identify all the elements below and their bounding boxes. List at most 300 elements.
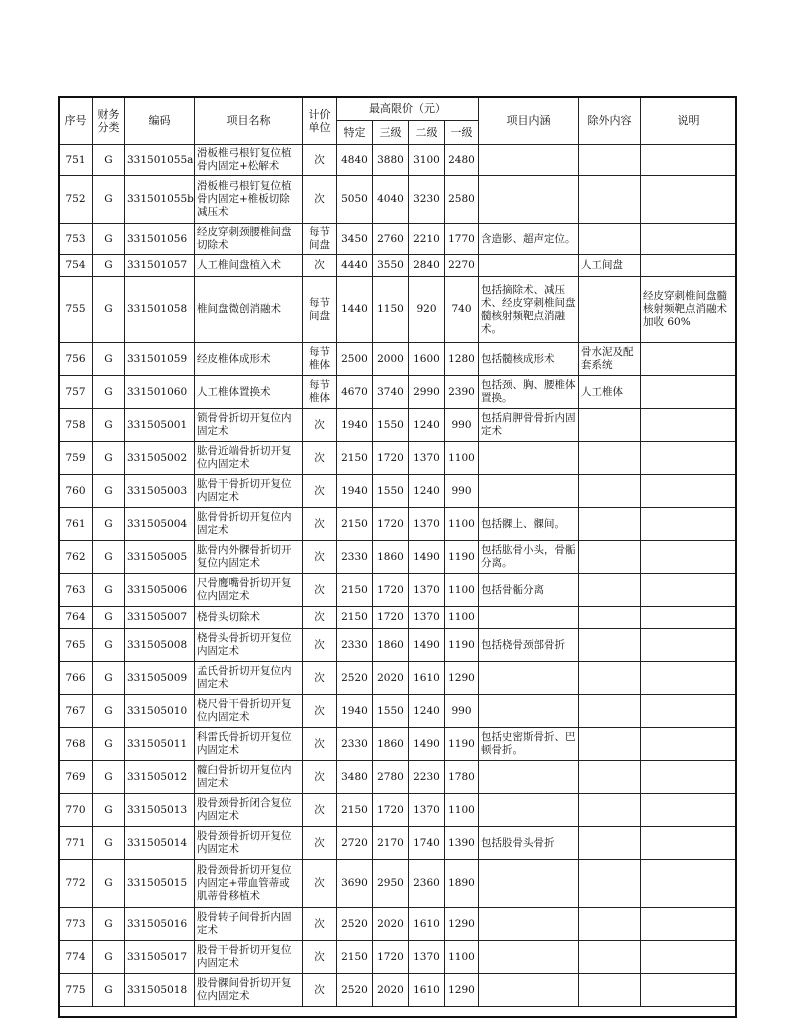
excluded-cell — [579, 607, 641, 629]
category-cell: G — [93, 695, 125, 728]
code-cell: 331505011 — [125, 728, 195, 761]
price-level2-cell: 1600 — [409, 343, 445, 376]
excluded-cell — [579, 475, 641, 508]
price-level1-cell: 1890 — [445, 860, 479, 908]
category-cell: G — [93, 974, 125, 1007]
content-cell — [479, 941, 579, 974]
price-special-cell: 2520 — [337, 662, 373, 695]
header-fin-category: 财务分类 — [93, 97, 125, 145]
unit-cell: 次 — [303, 255, 337, 277]
price-level3-cell: 1720 — [373, 508, 409, 541]
table-border-bottom — [58, 1016, 737, 1018]
price-level2-cell: 3230 — [409, 176, 445, 224]
price-special-cell: 2330 — [337, 541, 373, 574]
item-name-cell: 孟氏骨折切开复位内固定术 — [195, 662, 303, 695]
code-cell: 331505004 — [125, 508, 195, 541]
note-cell — [641, 574, 737, 607]
price-level3-cell: 2000 — [373, 343, 409, 376]
item-name-cell: 股骨转子间骨折内固定术 — [195, 908, 303, 941]
unit-cell: 每节间盘 — [303, 224, 337, 255]
seq-cell: 774 — [59, 941, 93, 974]
content-cell: 包括肱骨小头，骨骺分离。 — [479, 541, 579, 574]
header-special: 特定 — [337, 121, 373, 145]
price-special-cell: 2520 — [337, 974, 373, 1007]
category-cell: G — [93, 442, 125, 475]
category-cell: G — [93, 475, 125, 508]
price-level1-cell: 1770 — [445, 224, 479, 255]
content-cell: 包括骨骺分离 — [479, 574, 579, 607]
code-cell: 331501060 — [125, 376, 195, 409]
table-row — [59, 941, 737, 974]
price-level2-cell: 1240 — [409, 409, 445, 442]
item-name-cell: 桡尺骨干骨折切开复位内固定术 — [195, 695, 303, 728]
content-cell — [479, 974, 579, 1007]
price-level2-cell: 1370 — [409, 941, 445, 974]
content-cell: 包括肩胛骨骨折内固定术 — [479, 409, 579, 442]
price-level1-cell: 2390 — [445, 376, 479, 409]
price-special-cell: 2150 — [337, 574, 373, 607]
item-name-cell: 股骨颈骨折切开复位内固定术 — [195, 827, 303, 860]
code-cell: 331505013 — [125, 794, 195, 827]
category-cell: G — [93, 508, 125, 541]
table-row — [59, 409, 737, 442]
table-row — [59, 376, 737, 409]
header-note: 说明 — [641, 97, 737, 145]
note-cell — [641, 827, 737, 860]
price-special-cell: 4440 — [337, 255, 373, 277]
price-level1-cell: 1290 — [445, 908, 479, 941]
table-row — [59, 508, 737, 541]
code-cell: 331505015 — [125, 860, 195, 908]
price-level2-cell: 3100 — [409, 145, 445, 176]
price-level2-cell: 1610 — [409, 974, 445, 1007]
table-row — [59, 974, 737, 1007]
seq-cell: 754 — [59, 255, 93, 277]
category-cell: G — [93, 224, 125, 255]
code-cell: 331501055a — [125, 145, 195, 176]
excluded-cell — [579, 277, 641, 343]
price-level3-cell: 1550 — [373, 475, 409, 508]
table-row — [59, 860, 737, 908]
category-cell: G — [93, 728, 125, 761]
code-cell: 331505006 — [125, 574, 195, 607]
price-level2-cell: 1370 — [409, 574, 445, 607]
unit-cell: 次 — [303, 176, 337, 224]
note-cell — [641, 176, 737, 224]
content-cell — [479, 860, 579, 908]
content-cell — [479, 794, 579, 827]
excluded-cell — [579, 574, 641, 607]
seq-cell: 773 — [59, 908, 93, 941]
note-cell — [641, 376, 737, 409]
seq-cell: 770 — [59, 794, 93, 827]
unit-cell: 次 — [303, 508, 337, 541]
content-cell — [479, 761, 579, 794]
code-cell: 331505002 — [125, 442, 195, 475]
table-border-right — [735, 96, 737, 1018]
seq-cell: 765 — [59, 629, 93, 662]
price-level2-cell: 1240 — [409, 475, 445, 508]
code-cell: 331505017 — [125, 941, 195, 974]
unit-cell: 次 — [303, 409, 337, 442]
note-cell — [641, 860, 737, 908]
excluded-cell — [579, 662, 641, 695]
price-special-cell: 2330 — [337, 728, 373, 761]
table-row — [59, 277, 737, 343]
note-cell — [641, 662, 737, 695]
note-cell — [641, 695, 737, 728]
price-level1-cell: 1280 — [445, 343, 479, 376]
code-cell: 331505001 — [125, 409, 195, 442]
category-cell: G — [93, 827, 125, 860]
price-level2-cell: 1370 — [409, 794, 445, 827]
price-level3-cell: 1720 — [373, 607, 409, 629]
category-cell: G — [93, 409, 125, 442]
seq-cell: 757 — [59, 376, 93, 409]
category-cell: G — [93, 629, 125, 662]
category-cell: G — [93, 908, 125, 941]
unit-cell: 次 — [303, 794, 337, 827]
price-level3-cell: 2020 — [373, 908, 409, 941]
unit-cell: 次 — [303, 629, 337, 662]
category-cell: G — [93, 941, 125, 974]
table-body — [59, 145, 737, 1007]
code-cell: 331505014 — [125, 827, 195, 860]
table-row — [59, 224, 737, 255]
content-cell: 包括桡骨颈部骨折 — [479, 629, 579, 662]
note-cell — [641, 607, 737, 629]
note-cell — [641, 224, 737, 255]
item-name-cell: 椎间盘微创消融术 — [195, 277, 303, 343]
code-cell: 331505012 — [125, 761, 195, 794]
price-special-cell: 4840 — [337, 145, 373, 176]
excluded-cell: 人工间盘 — [579, 255, 641, 277]
code-cell: 331505010 — [125, 695, 195, 728]
seq-cell: 767 — [59, 695, 93, 728]
price-special-cell: 2520 — [337, 908, 373, 941]
header-item-name: 项目名称 — [195, 97, 303, 145]
excluded-cell — [579, 941, 641, 974]
price-level1-cell: 1190 — [445, 541, 479, 574]
table-row — [59, 794, 737, 827]
item-name-cell: 滑板椎弓根钉复位植骨内固定+椎板切除减压术 — [195, 176, 303, 224]
seq-cell: 762 — [59, 541, 93, 574]
price-level2-cell: 1490 — [409, 728, 445, 761]
price-level3-cell: 4040 — [373, 176, 409, 224]
excluded-cell — [579, 974, 641, 1007]
item-name-cell: 肱骨骨折切开复位内固定术 — [195, 508, 303, 541]
table-border-top — [58, 96, 737, 98]
price-special-cell: 3690 — [337, 860, 373, 908]
unit-cell: 每节椎体 — [303, 343, 337, 376]
category-cell: G — [93, 343, 125, 376]
category-cell: G — [93, 574, 125, 607]
code-cell: 331505007 — [125, 607, 195, 629]
excluded-cell — [579, 728, 641, 761]
price-level3-cell: 1860 — [373, 629, 409, 662]
content-cell: 包括颈、胸、腰椎体置换。 — [479, 376, 579, 409]
content-cell: 包括髁上、髁间。 — [479, 508, 579, 541]
excluded-cell — [579, 442, 641, 475]
price-special-cell: 2150 — [337, 794, 373, 827]
note-cell: 经皮穿刺椎间盘髓核射频靶点消融术加收 60% — [641, 277, 737, 343]
unit-cell: 次 — [303, 695, 337, 728]
price-level3-cell: 1720 — [373, 442, 409, 475]
header-level1: 一级 — [445, 121, 479, 145]
unit-cell: 每节椎体 — [303, 376, 337, 409]
content-cell: 包括摘除术、减压术、经皮穿刺椎间盘髓核射频靶点消融术。 — [479, 277, 579, 343]
price-special-cell: 1940 — [337, 475, 373, 508]
price-level1-cell: 990 — [445, 409, 479, 442]
item-name-cell: 滑板椎弓根钉复位植骨内固定+松解术 — [195, 145, 303, 176]
seq-cell: 753 — [59, 224, 93, 255]
price-level2-cell: 1490 — [409, 541, 445, 574]
item-name-cell: 肱骨内外髁骨折切开复位内固定术 — [195, 541, 303, 574]
price-special-cell: 2150 — [337, 607, 373, 629]
category-cell: G — [93, 277, 125, 343]
code-cell: 331505008 — [125, 629, 195, 662]
price-level1-cell: 1100 — [445, 941, 479, 974]
price-level1-cell: 2480 — [445, 145, 479, 176]
price-level2-cell: 920 — [409, 277, 445, 343]
note-cell — [641, 629, 737, 662]
item-name-cell: 髋臼骨折切开复位内固定术 — [195, 761, 303, 794]
excluded-cell — [579, 629, 641, 662]
price-level2-cell: 1240 — [409, 695, 445, 728]
excluded-cell — [579, 695, 641, 728]
table-row — [59, 145, 737, 176]
content-cell — [479, 255, 579, 277]
table-row — [59, 541, 737, 574]
unit-cell: 次 — [303, 908, 337, 941]
note-cell — [641, 541, 737, 574]
table-row — [59, 475, 737, 508]
content-cell — [479, 145, 579, 176]
header-max-price: 最高限价（元） — [337, 97, 479, 121]
category-cell: G — [93, 176, 125, 224]
seq-cell: 764 — [59, 607, 93, 629]
header-excluded: 除外内容 — [579, 97, 641, 145]
price-level3-cell: 1860 — [373, 728, 409, 761]
category-cell: G — [93, 761, 125, 794]
seq-cell: 751 — [59, 145, 93, 176]
seq-cell: 769 — [59, 761, 93, 794]
category-cell: G — [93, 376, 125, 409]
seq-cell: 771 — [59, 827, 93, 860]
code-cell: 331505016 — [125, 908, 195, 941]
price-level3-cell: 1150 — [373, 277, 409, 343]
note-cell — [641, 255, 737, 277]
note-cell — [641, 728, 737, 761]
excluded-cell — [579, 541, 641, 574]
unit-cell: 次 — [303, 662, 337, 695]
price-level2-cell: 1610 — [409, 662, 445, 695]
price-special-cell: 3450 — [337, 224, 373, 255]
price-level1-cell: 740 — [445, 277, 479, 343]
note-cell — [641, 508, 737, 541]
item-name-cell: 股骨干骨折切开复位内固定术 — [195, 941, 303, 974]
price-level2-cell: 2360 — [409, 860, 445, 908]
price-level3-cell: 2020 — [373, 662, 409, 695]
excluded-cell — [579, 761, 641, 794]
header-content: 项目内涵 — [479, 97, 579, 145]
item-name-cell: 经皮椎体成形术 — [195, 343, 303, 376]
header-level3: 三级 — [373, 121, 409, 145]
price-level1-cell: 1100 — [445, 442, 479, 475]
header-code: 编码 — [125, 97, 195, 145]
seq-cell: 756 — [59, 343, 93, 376]
price-level2-cell: 1370 — [409, 607, 445, 629]
seq-cell: 768 — [59, 728, 93, 761]
price-table — [58, 96, 737, 1007]
item-name-cell: 股骨髁间骨折切开复位内固定术 — [195, 974, 303, 1007]
price-level2-cell: 1370 — [409, 508, 445, 541]
price-level3-cell: 1550 — [373, 695, 409, 728]
seq-cell: 775 — [59, 974, 93, 1007]
item-name-cell: 经皮穿刺颈腰椎间盘切除术 — [195, 224, 303, 255]
item-name-cell: 尺骨鹰嘴骨折切开复位内固定术 — [195, 574, 303, 607]
price-level1-cell: 990 — [445, 695, 479, 728]
item-name-cell: 人工椎间盘植入术 — [195, 255, 303, 277]
unit-cell: 次 — [303, 860, 337, 908]
price-level3-cell: 3880 — [373, 145, 409, 176]
item-name-cell: 股骨颈骨折切开复位内固定+带血管蒂或肌蒂骨移植术 — [195, 860, 303, 908]
seq-cell: 766 — [59, 662, 93, 695]
price-level2-cell: 1490 — [409, 629, 445, 662]
item-name-cell: 人工椎体置换术 — [195, 376, 303, 409]
unit-cell: 次 — [303, 728, 337, 761]
note-cell — [641, 908, 737, 941]
price-special-cell: 2150 — [337, 508, 373, 541]
price-special-cell: 2150 — [337, 442, 373, 475]
price-level2-cell: 1610 — [409, 908, 445, 941]
table-border-left — [58, 96, 60, 1018]
content-cell — [479, 176, 579, 224]
content-cell — [479, 908, 579, 941]
table-row — [59, 574, 737, 607]
seq-cell: 763 — [59, 574, 93, 607]
seq-cell: 759 — [59, 442, 93, 475]
table-row — [59, 607, 737, 629]
price-special-cell: 2500 — [337, 343, 373, 376]
category-cell: G — [93, 607, 125, 629]
table-row — [59, 662, 737, 695]
category-cell: G — [93, 541, 125, 574]
price-level1-cell: 1290 — [445, 662, 479, 695]
price-level3-cell: 1550 — [373, 409, 409, 442]
item-name-cell: 股骨颈骨折闭合复位内固定术 — [195, 794, 303, 827]
price-level2-cell: 2990 — [409, 376, 445, 409]
table-row — [59, 442, 737, 475]
category-cell: G — [93, 794, 125, 827]
item-name-cell: 桡骨头骨折切开复位内固定术 — [195, 629, 303, 662]
price-special-cell: 4670 — [337, 376, 373, 409]
excluded-cell — [579, 409, 641, 442]
price-special-cell: 2720 — [337, 827, 373, 860]
price-level1-cell: 990 — [445, 475, 479, 508]
content-cell: 包括髓核成形术 — [479, 343, 579, 376]
price-level1-cell: 1190 — [445, 629, 479, 662]
seq-cell: 752 — [59, 176, 93, 224]
excluded-cell: 人工椎体 — [579, 376, 641, 409]
seq-cell: 772 — [59, 860, 93, 908]
item-name-cell: 桡骨头切除术 — [195, 607, 303, 629]
unit-cell: 次 — [303, 974, 337, 1007]
unit-cell: 每节间盘 — [303, 277, 337, 343]
content-cell: 包括史密斯骨折、巴顿骨折。 — [479, 728, 579, 761]
excluded-cell — [579, 145, 641, 176]
price-level3-cell: 2950 — [373, 860, 409, 908]
excluded-cell — [579, 508, 641, 541]
excluded-cell: 骨水泥及配套系统 — [579, 343, 641, 376]
price-special-cell: 1440 — [337, 277, 373, 343]
price-level2-cell: 2210 — [409, 224, 445, 255]
price-level1-cell: 2580 — [445, 176, 479, 224]
price-level1-cell: 1780 — [445, 761, 479, 794]
table-row — [59, 176, 737, 224]
unit-cell: 次 — [303, 145, 337, 176]
price-level3-cell: 2020 — [373, 974, 409, 1007]
content-cell — [479, 607, 579, 629]
price-level1-cell: 1100 — [445, 794, 479, 827]
category-cell: G — [93, 145, 125, 176]
price-level3-cell: 2170 — [373, 827, 409, 860]
code-cell: 331501059 — [125, 343, 195, 376]
price-special-cell: 2330 — [337, 629, 373, 662]
excluded-cell — [579, 827, 641, 860]
note-cell — [641, 409, 737, 442]
excluded-cell — [579, 908, 641, 941]
price-level3-cell: 2760 — [373, 224, 409, 255]
item-name-cell: 肱骨干骨折切开复位内固定术 — [195, 475, 303, 508]
table-row — [59, 255, 737, 277]
table-row — [59, 908, 737, 941]
price-level3-cell: 3740 — [373, 376, 409, 409]
item-name-cell: 科雷氏骨折切开复位内固定术 — [195, 728, 303, 761]
header-unit: 计价单位 — [303, 97, 337, 145]
category-cell: G — [93, 662, 125, 695]
price-level1-cell: 1190 — [445, 728, 479, 761]
seq-cell: 760 — [59, 475, 93, 508]
content-cell — [479, 662, 579, 695]
price-level1-cell: 2270 — [445, 255, 479, 277]
price-special-cell: 1940 — [337, 409, 373, 442]
price-level1-cell: 1100 — [445, 574, 479, 607]
note-cell — [641, 794, 737, 827]
code-cell: 331505009 — [125, 662, 195, 695]
unit-cell: 次 — [303, 607, 337, 629]
price-level1-cell: 1100 — [445, 508, 479, 541]
table-row — [59, 728, 737, 761]
price-level2-cell: 2230 — [409, 761, 445, 794]
category-cell: G — [93, 255, 125, 277]
unit-cell: 次 — [303, 442, 337, 475]
excluded-cell — [579, 794, 641, 827]
table-row — [59, 827, 737, 860]
note-cell — [641, 761, 737, 794]
unit-cell: 次 — [303, 941, 337, 974]
code-cell: 331505005 — [125, 541, 195, 574]
table-row — [59, 343, 737, 376]
content-cell — [479, 475, 579, 508]
price-level3-cell: 3550 — [373, 255, 409, 277]
code-cell: 331501055b — [125, 176, 195, 224]
table-row — [59, 629, 737, 662]
unit-cell: 次 — [303, 761, 337, 794]
code-cell: 331505003 — [125, 475, 195, 508]
note-cell — [641, 974, 737, 1007]
excluded-cell — [579, 860, 641, 908]
